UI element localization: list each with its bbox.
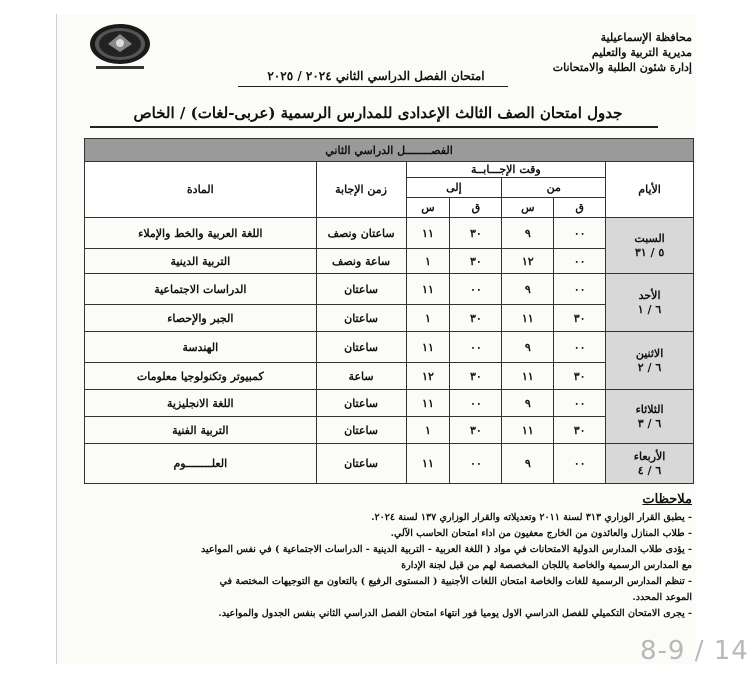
day-name: الاثنين [635, 346, 664, 360]
note-line: مع المدارس الرسمية والخاصة باللجان المخصصة لهم من قبل لجنة الإدارة [401, 560, 692, 571]
day-name: الثلاثاء [635, 402, 664, 416]
subject: العلــــــــوم [85, 444, 317, 484]
to-hour: ١٢ [406, 363, 450, 390]
column-header-to: إلى [406, 178, 502, 198]
to-minute: ٣٠ [450, 218, 502, 249]
column-header-minute: ق [554, 198, 606, 218]
from-hour: ٩ [502, 390, 554, 417]
column-header-duration: زمن الإجابة [316, 162, 406, 218]
note-line: - يطبق القرار الوزاري ٣١٣ لسنة ٢٠١١ وتعديلاته والقرار الوزاري ١٣٧ لسنة ٢٠٢٤. [371, 512, 692, 523]
subject: اللغة العربية والخط والإملاء [85, 218, 317, 249]
note-line: - يؤدى طلاب المدارس الدولية الامتحانات في مواد ( اللغة العربية - التربية الدينية - الدراسات الاجتماعية ) في نفس المواعيد [200, 544, 692, 555]
header-line: مديرية التربية والتعليم [591, 46, 692, 59]
from-hour: ١١ [502, 363, 554, 390]
note-line: - طلاب المنازل والعائدون من الخارج معفيون من اداء امتحان الحاسب الآلي. [390, 528, 692, 539]
day-name: الأربعاء [633, 449, 666, 463]
table-row [85, 305, 694, 332]
column-header-minute: ق [450, 198, 502, 218]
table-row [85, 417, 694, 444]
header-line: محافظة الإسماعيلية [600, 31, 692, 44]
notes-heading: ملاحظات [642, 492, 692, 507]
subject: الهندسة [85, 332, 317, 363]
to-hour: ١ [406, 305, 450, 332]
ministry-seal-logo [86, 22, 154, 74]
to-minute: ٣٠ [450, 249, 502, 274]
day-date: ٦ / ٣ [637, 416, 662, 430]
table-row [85, 332, 694, 363]
day-date: ٥ / ٣١ [634, 245, 665, 259]
from-hour: ٩ [502, 444, 554, 484]
directorate-header [553, 30, 692, 75]
to-hour: ١١ [406, 390, 450, 417]
to-hour: ١١ [406, 332, 450, 363]
table-row [85, 390, 694, 417]
table-row [85, 444, 694, 484]
from-hour: ١٢ [502, 249, 554, 274]
to-minute: ٣٠ [450, 363, 502, 390]
to-minute: ٠٠ [450, 332, 502, 363]
to-hour: ١ [406, 249, 450, 274]
day-date: ٦ / ٢ [637, 360, 662, 374]
duration: ساعتان [316, 305, 406, 332]
exam-title: امتحان الفصل الدراسي الثاني ٢٠٢٤ / ٢٠٢٥ [267, 69, 485, 83]
table-row [85, 274, 694, 305]
duration: ساعة [316, 363, 406, 390]
from-minute: ٠٠ [554, 332, 606, 363]
duration: ساعتان ونصف [316, 218, 406, 249]
table-row [85, 249, 694, 274]
day-cell [606, 332, 694, 390]
from-hour: ٩ [502, 274, 554, 305]
subject: اللغة الانجليزية [85, 390, 317, 417]
subject: كمبيوتر وتكنولوجيا معلومات [85, 363, 317, 390]
day-cell [606, 218, 694, 274]
to-minute: ٠٠ [450, 390, 502, 417]
to-minute: ٣٠ [450, 417, 502, 444]
day-cell [606, 390, 694, 444]
day-cell [606, 274, 694, 332]
divider [238, 86, 508, 87]
note-line: - تنظم المدارس الرسمية للغات والخاصة امتحان اللغات الأجنبية ( المستوى الرفيع ) بالتعاون مع التوجيهات المختصة في [219, 576, 692, 587]
page-margin [696, 14, 750, 696]
column-header-days: الأيام [606, 162, 694, 218]
from-minute: ٠٠ [554, 249, 606, 274]
duration: ساعتان [316, 332, 406, 363]
table-row [85, 218, 694, 249]
to-minute: ٠٠ [450, 444, 502, 484]
note-line: - يجرى الامتحان التكميلي للفصل الدراسي الاول يوميا فور انتهاء امتحان الفصل الدراسي الثاني بنفس الجدول والمواعيد. [218, 608, 692, 619]
subject: التربية الفنية [85, 417, 317, 444]
day-cell [606, 444, 694, 484]
from-hour: ٩ [502, 218, 554, 249]
duration: ساعتان [316, 390, 406, 417]
duration: ساعة ونصف [316, 249, 406, 274]
duration: ساعتان [316, 417, 406, 444]
table-row [85, 363, 694, 390]
day-name: السبت [634, 231, 665, 245]
divider [90, 126, 658, 128]
to-hour: ١ [406, 417, 450, 444]
day-date: ٦ / ١ [637, 302, 662, 316]
notes-section [52, 492, 692, 622]
subject: التربية الدينية [85, 249, 317, 274]
page-number: 8-9 / 14 [640, 636, 749, 666]
from-minute: ٠٠ [554, 218, 606, 249]
schedule-title: جدول امتحان الصف الثالث الإعدادى للمدارس الرسمية (عربى-لغات) / الخاص [133, 104, 623, 122]
semester-band: الفصــــــــل الدراسي الثاني [85, 139, 694, 162]
day-name: الأحد [638, 288, 661, 302]
to-hour: ١١ [406, 218, 450, 249]
from-minute: ٠٠ [554, 390, 606, 417]
from-minute: ٣٠ [554, 417, 606, 444]
from-hour: ١١ [502, 305, 554, 332]
to-hour: ١١ [406, 444, 450, 484]
to-hour: ١١ [406, 274, 450, 305]
from-hour: ٩ [502, 332, 554, 363]
from-hour: ١١ [502, 417, 554, 444]
from-minute: ٣٠ [554, 305, 606, 332]
column-header-hour: س [406, 198, 450, 218]
day-date: ٦ / ٤ [637, 463, 662, 477]
subject: الجبر والإحصاء [85, 305, 317, 332]
to-minute: ٣٠ [450, 305, 502, 332]
duration: ساعتان [316, 444, 406, 484]
column-header-subject: المادة [85, 162, 317, 218]
column-header-hour: س [502, 198, 554, 218]
subject: الدراسات الاجتماعية [85, 274, 317, 305]
from-minute: ٣٠ [554, 363, 606, 390]
from-minute: ٠٠ [554, 274, 606, 305]
to-minute: ٠٠ [450, 274, 502, 305]
exam-schedule-table [84, 138, 694, 484]
duration: ساعتان [316, 274, 406, 305]
from-minute: ٠٠ [554, 444, 606, 484]
header-line: إدارة شئون الطلبة والامتحانات [552, 61, 692, 74]
column-header-from: من [502, 178, 606, 198]
column-header-time: وقت الإجـــابــة [406, 162, 606, 178]
note-line: الموعد المحدد. [632, 592, 692, 603]
